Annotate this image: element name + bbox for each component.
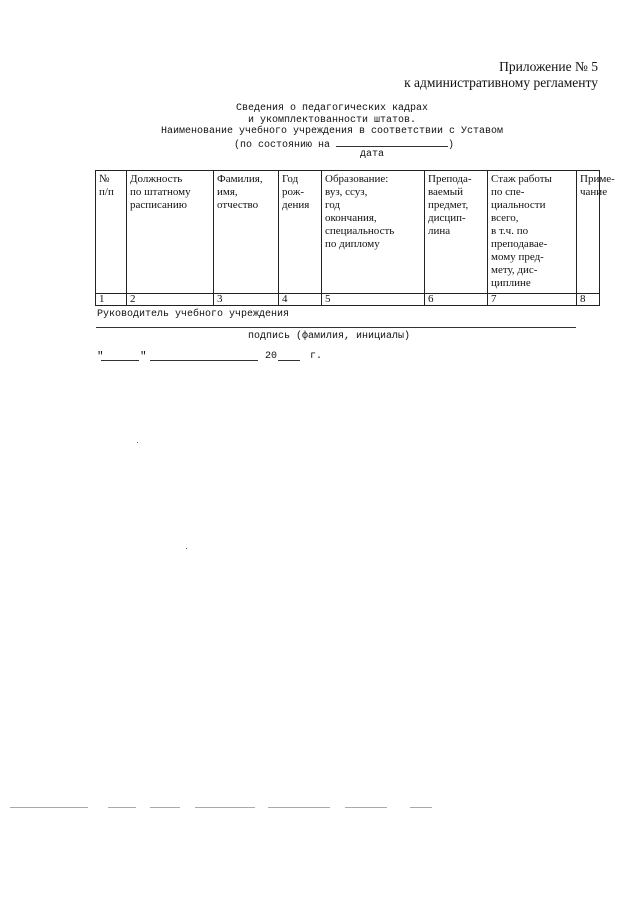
col-header-subject: Препода- ваемый предмет, дисцип- лина	[425, 171, 488, 294]
signature-caption: подпись (фамилия, инициалы)	[248, 331, 411, 342]
col-number-cell: 8	[577, 294, 600, 306]
scan-noise-line	[268, 807, 330, 808]
institution-name-line: Наименование учебного учреждения в соответствии с Уставом	[160, 126, 504, 137]
year-prefix: 20	[265, 351, 278, 362]
col-header-position: Должность по штатному расписанию	[127, 171, 214, 294]
table-number-row	[96, 294, 600, 306]
col-header-number: № п/п	[96, 171, 127, 294]
date-caption: дата	[360, 149, 385, 160]
col-header-birth-year: Год рож- дения	[279, 171, 322, 294]
table-header-row	[96, 171, 600, 294]
as-of-date-blank[interactable]	[336, 137, 448, 147]
col-header-note: Приме- чание	[577, 171, 600, 294]
day-quote-close: "	[140, 351, 147, 363]
col-number-cell: 1	[96, 294, 127, 306]
day-quote-open: "	[97, 351, 104, 363]
scan-noise-line	[150, 807, 180, 808]
scan-noise-line	[195, 807, 255, 808]
as-of-prefix: (по состоянию на	[233, 140, 330, 151]
form-title-line-1: Сведения о педагогических кадрах	[235, 103, 429, 114]
as-of-suffix: )	[448, 140, 455, 151]
staff-table	[95, 170, 615, 306]
month-blank[interactable]	[150, 360, 258, 361]
annex-subtitle: к административному регламенту	[404, 75, 598, 90]
col-header-full-name: Фамилия, имя, отчество	[214, 171, 279, 294]
scan-speck	[186, 548, 187, 549]
col-number-cell: 5	[322, 294, 425, 306]
scan-noise-line	[410, 807, 432, 808]
scan-noise-line	[108, 807, 136, 808]
scan-speck	[137, 442, 138, 443]
annex-number: Приложение № 5	[499, 59, 598, 74]
day-blank[interactable]	[101, 360, 139, 361]
col-number-cell: 6	[425, 294, 488, 306]
as-of-date-line	[24, 137, 640, 152]
year-blank[interactable]	[278, 360, 300, 361]
form-title-line-2: и укомплектованности штатов.	[247, 115, 417, 126]
col-number-cell: 3	[214, 294, 279, 306]
signature-line[interactable]	[96, 327, 576, 328]
col-number-cell: 7	[488, 294, 577, 306]
head-of-institution-label: Руководитель учебного учреждения	[97, 309, 290, 320]
col-number-cell: 2	[127, 294, 214, 306]
scan-noise-line	[345, 807, 387, 808]
col-number-cell: 4	[279, 294, 322, 306]
year-suffix: г.	[310, 351, 323, 362]
scan-noise-line	[10, 807, 88, 808]
col-header-education: Образование: вуз, ссуз, год окончания, специальность по диплому	[322, 171, 425, 294]
col-header-experience: Стаж работы по спе- циальности всего, в т.ч. по преподавае- мому пред- мету, дис- циплине	[488, 171, 577, 294]
